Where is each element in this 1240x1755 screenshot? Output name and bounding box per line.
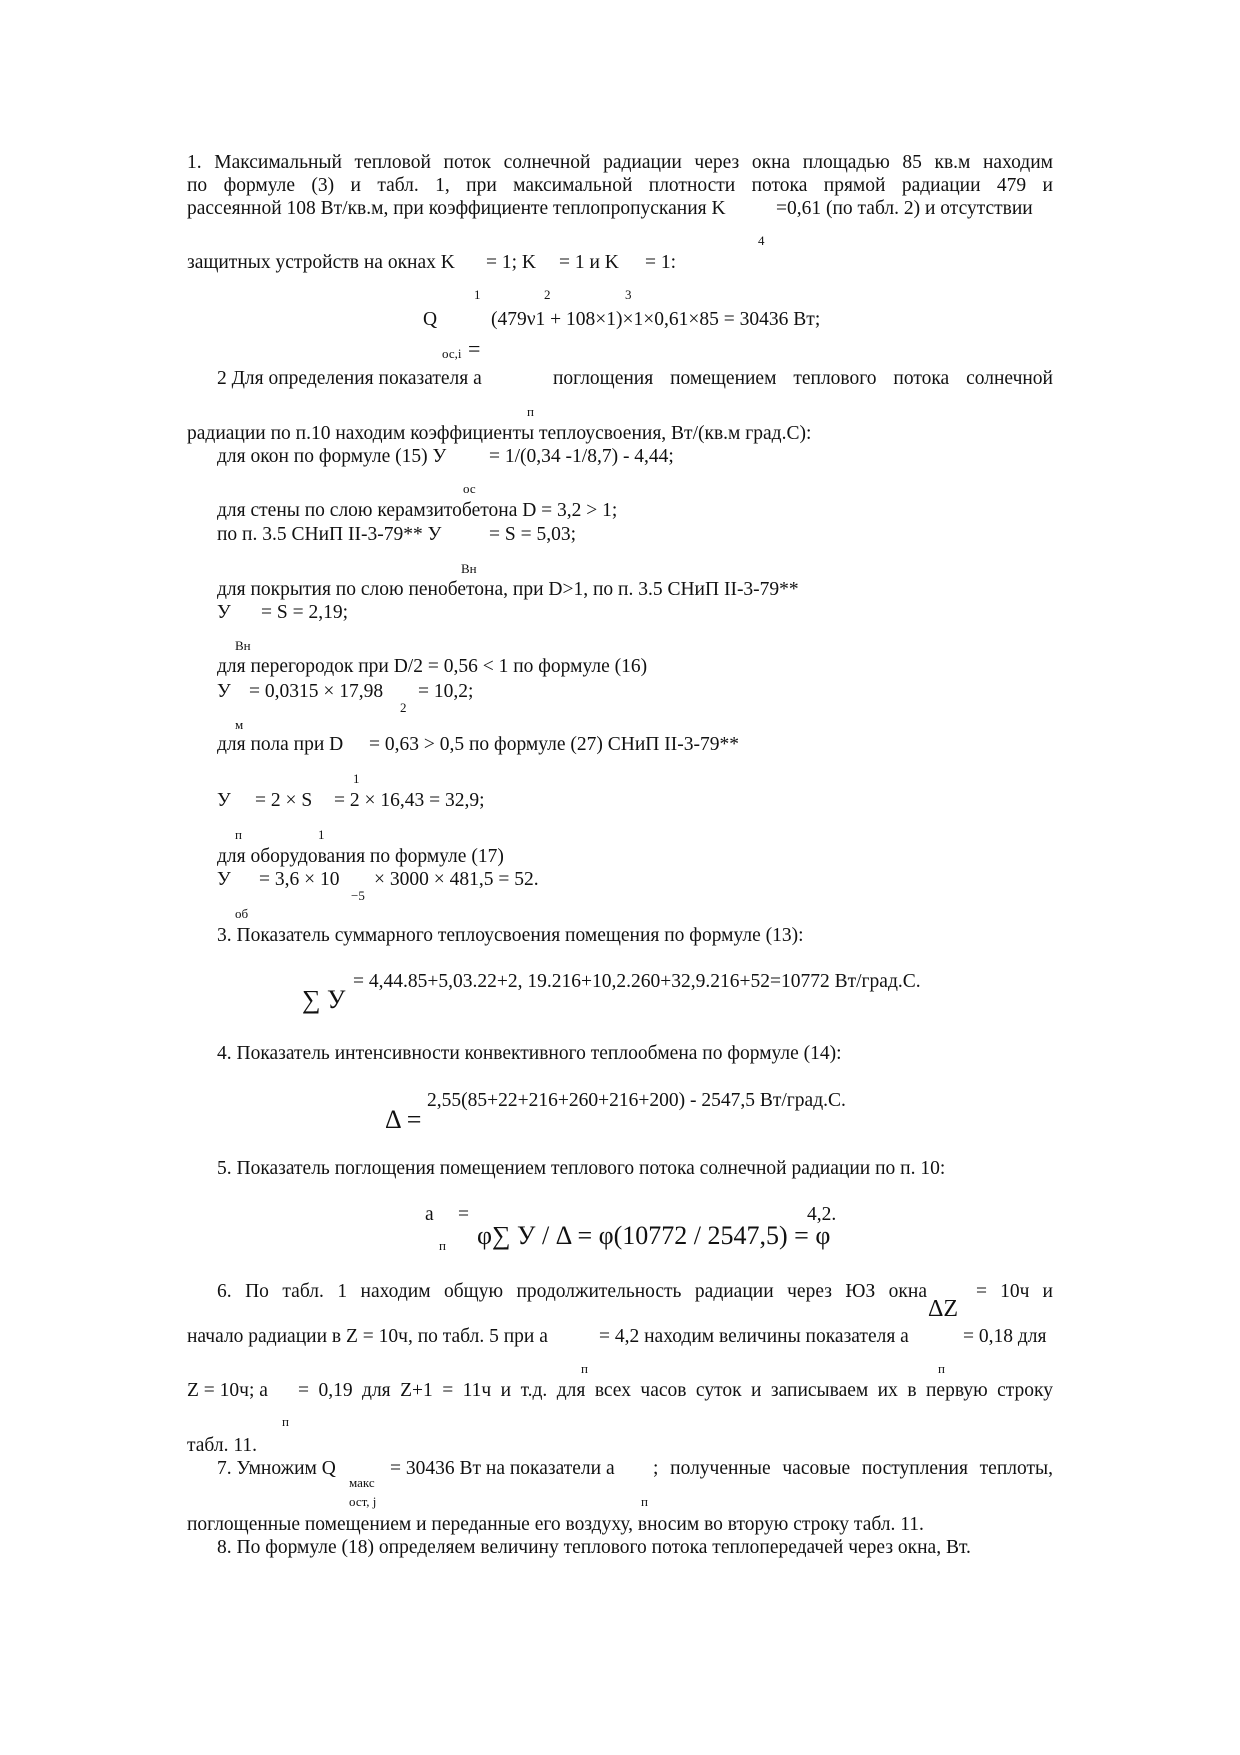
ob-c: × 3000 × 481,5 = 52. xyxy=(374,869,539,890)
per-b: = 0,0315 × 17,98 xyxy=(249,681,384,702)
sub-vn2: Вн xyxy=(235,638,251,653)
per-a: У xyxy=(217,681,231,702)
p1-line4d: = 1: xyxy=(645,252,677,273)
p7-line1a: 7. Умножим Q xyxy=(217,1458,336,1479)
p1-line4a: защитных устройств на окнах K xyxy=(187,252,455,273)
sub-k4: 4 xyxy=(758,233,765,248)
p5-big-formula: φ∑ У / Δ = φ(10772 / 2547,5) = φ xyxy=(477,1221,831,1250)
pokr-b: = S = 2,19; xyxy=(261,602,349,623)
p1-line3: рассеянной 108 Вт/кв.м, при коэффициенте теплопропускания K xyxy=(187,198,726,219)
p6-line2b: = 4,2 находим величины показателя a xyxy=(599,1326,909,1347)
pol-a: У xyxy=(217,790,231,811)
p7-sup-maks: макс xyxy=(349,1475,375,1490)
p8-line1: 8. По формуле (18) определяем величину теплового потока теплопередачей через окна, Вт. xyxy=(217,1537,971,1558)
sub-s1: 1 xyxy=(318,827,325,842)
p6-sub-p2: п xyxy=(938,1361,945,1376)
per-c: = 10,2; xyxy=(418,681,474,702)
sup-minus5: −5 xyxy=(351,888,365,903)
sub-os: ос xyxy=(463,481,476,496)
p5-val: 4,2. xyxy=(807,1204,837,1225)
sub-k1: 1 xyxy=(474,287,481,302)
sub-k3: 3 xyxy=(625,287,632,302)
snip-b: = S = 5,03; xyxy=(489,524,577,545)
sub-vn1: Вн xyxy=(461,561,477,576)
p5-sub-p: п xyxy=(439,1238,446,1253)
p6-line2c: = 0,18 для xyxy=(963,1326,1047,1347)
p7-line2: поглощенные помещением и переданные его воздуху, вносим во вторую строку табл. 11. xyxy=(187,1514,924,1535)
p5-a: a xyxy=(425,1204,434,1225)
p5-title: 5. Показатель поглощения помещением теплового потока солнечной радиации по п. 10: xyxy=(217,1158,946,1179)
pola-b: = 0,63 > 0,5 по формуле (27) СНиП II-3-79** xyxy=(369,734,739,755)
p1-line4c: = 1 и K xyxy=(559,252,619,273)
sub-y-p: п xyxy=(235,827,242,842)
steny-line: для стены по слою керамзитобетона D = 3,2 > 1; xyxy=(217,500,618,521)
p1-line3b: =0,61 (по табл. 2) и отсутствии xyxy=(776,198,1033,219)
sigma-y: ∑ У xyxy=(302,985,346,1014)
ob-b: = 3,6 × 10 xyxy=(259,869,340,890)
peregor-line: для перегородок при D/2 = 0,56 < 1 по формуле (16) xyxy=(217,656,648,677)
p6-line2a: начало радиации в Z = 10ч, по табл. 5 при a xyxy=(187,1326,548,1347)
p1-line4b: = 1; K xyxy=(486,252,536,273)
sub-k2: 2 xyxy=(544,287,551,302)
p6-line3b: = 0,19 для Z+1 = 11ч и т.д. для всех часов суток и записываем их в первую строку xyxy=(298,1380,1053,1401)
formula1-eq: = xyxy=(468,336,481,361)
pol-b: = 2 × S xyxy=(255,790,313,811)
formula1-sub: ос,i xyxy=(442,346,462,361)
p3-formula: = 4,44.85+5,03.22+2, 19.216+10,2.260+32,9.216+52=10772 Вт/град.С. xyxy=(353,971,921,992)
pokr-a: У xyxy=(217,602,231,623)
pokr-line: для покрытия по слою пенобетона, при D>1, по п. 3.5 СНиП II-3-79** xyxy=(217,579,799,600)
p6-sub-p3: п xyxy=(282,1414,289,1429)
p6-line4: табл. 11. xyxy=(187,1435,257,1456)
p3-title: 3. Показатель суммарного теплоусвоения помещения по формуле (13): xyxy=(217,925,804,946)
formula1-expr: (479ν1 + 108×1)×1×0,61×85 = 30436 Вт; xyxy=(491,309,821,330)
snip-a: по п. 3.5 СНиП II-3-79** У xyxy=(217,524,442,545)
oborud-line: для оборудования по формуле (17) xyxy=(217,846,504,867)
sub-m: м xyxy=(235,717,244,732)
p6-line1b: = 10ч и xyxy=(976,1281,1053,1302)
sub-ob: об xyxy=(235,906,249,921)
p6-line1a: 6. По табл. 1 находим общую продолжительность радиации через ЮЗ окна xyxy=(217,1281,927,1302)
p7-sub-ost: ост, j xyxy=(349,1494,377,1509)
p4-formula: 2,55(85+22+216+260+216+200) - 2547,5 Вт/град.С. xyxy=(427,1090,846,1111)
delta-z: ΔZ xyxy=(928,1296,959,1322)
p2-line1a: 2 Для определения показателя a xyxy=(217,368,482,389)
p1-line1: 1. Максимальный тепловой поток солнечной радиации через окна площадью 85 кв.м находим xyxy=(187,152,1053,173)
p5-eq: = xyxy=(458,1204,469,1225)
sub-a-p: п xyxy=(527,404,534,419)
sub-d1: 1 xyxy=(353,771,360,786)
p6-sub-p1: п xyxy=(581,1361,588,1376)
p7-line1c: ; полученные часовые поступления теплоты, xyxy=(653,1458,1053,1479)
pol-c: = 2 × 16,43 = 32,9; xyxy=(334,790,485,811)
okon-b: = 1/(0,34 -1/8,7) - 4,44; xyxy=(489,446,674,467)
okon-a: для окон по формуле (15) У xyxy=(217,446,447,467)
p7-sub-p: п xyxy=(641,1494,648,1509)
p6-line3a: Z = 10ч; a xyxy=(187,1380,268,1401)
p2-line1b: поглощения помещением теплового потока солнечной xyxy=(553,368,1053,389)
delta-eq: Δ = xyxy=(385,1105,422,1134)
p4-title: 4. Показатель интенсивности конвективного теплообмена по формуле (14): xyxy=(217,1043,842,1064)
formula1-q: Q xyxy=(423,309,438,330)
pola-a: для пола при D xyxy=(217,734,344,755)
p7-line1b: = 30436 Вт на показатели a xyxy=(390,1458,615,1479)
p2-line2: радиации по п.10 находим коэффициенты теплоусвоения, Вт/(кв.м град.С): xyxy=(187,423,812,444)
ob-a: У xyxy=(217,869,231,890)
p1-line2: по формуле (3) и табл. 1, при максимальной плотности потока прямой радиации 479 и xyxy=(187,175,1053,196)
sup-2: 2 xyxy=(400,700,407,715)
